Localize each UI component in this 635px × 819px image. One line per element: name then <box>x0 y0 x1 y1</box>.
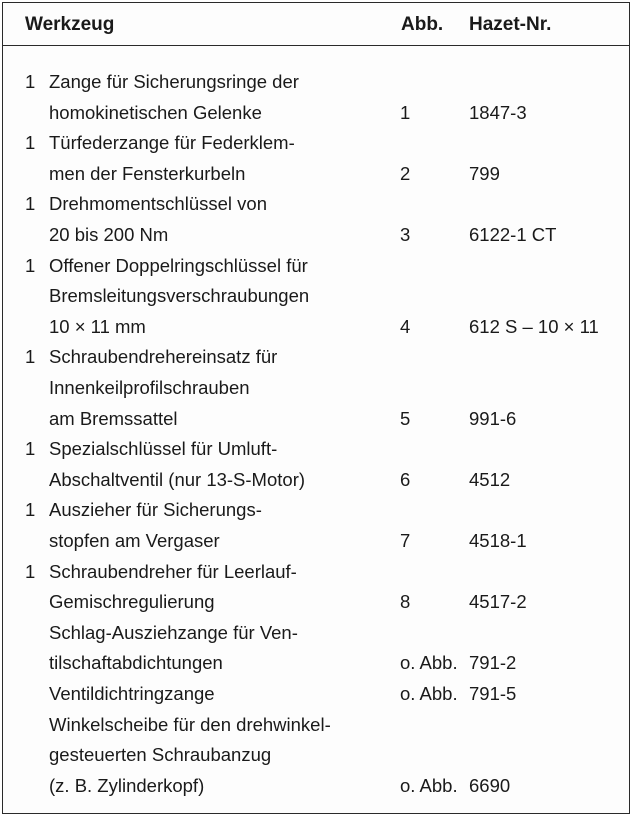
row-hazet-nr: 791-2 <box>469 652 517 674</box>
description-line: Schraubendreher für Leerlauf- <box>49 560 297 582</box>
description-line: Türfederzange für Federklem- <box>49 132 295 154</box>
description-line: Spezialschlüssel für Umluft- <box>49 438 278 460</box>
row-abb: 8 <box>400 591 411 613</box>
row-abb: 4 <box>400 315 411 337</box>
table-row <box>3 618 629 679</box>
row-abb: 7 <box>400 529 411 551</box>
table-row <box>3 710 629 802</box>
row-hazet-nr: 1847-3 <box>469 101 527 123</box>
row-description <box>49 434 305 495</box>
row-hazet-nr: 6122-1 CT <box>469 223 557 245</box>
description-line: Zange für Sicherungsringe der <box>49 71 299 92</box>
description-line: Bremsleitungsverschraubungen <box>49 285 310 307</box>
row-abb: o. Abb. <box>400 774 458 796</box>
row-quantity: 1 <box>25 560 36 582</box>
row-quantity: 1 <box>25 499 36 521</box>
description-line: 20 bis 200 Nm <box>49 223 169 245</box>
row-description <box>49 67 299 128</box>
row-hazet-nr: 799 <box>469 162 500 184</box>
row-abb: 2 <box>400 162 411 184</box>
row-hazet-nr: 991-6 <box>469 407 517 429</box>
header-hazet-nr: Hazet-Nr. <box>469 14 552 35</box>
description-line: men der Fensterkurbeln <box>49 162 246 184</box>
description-line: Schraubendrehereinsatz für <box>49 346 278 368</box>
description-line: Auszieher für Sicherungs- <box>49 499 262 521</box>
row-abb: 3 <box>400 223 411 245</box>
description-line: Abschaltventil (nur 13-S-Motor) <box>49 468 306 490</box>
table-row <box>3 557 629 618</box>
table-row <box>3 495 629 556</box>
description-line: Innenkeilprofilschrauben <box>49 376 250 398</box>
row-quantity: 1 <box>25 346 36 368</box>
table-row <box>3 342 629 434</box>
description-line: gesteuerten Schraubanzug <box>49 744 272 766</box>
description-line: homokinetischen Gelenke <box>49 101 262 123</box>
tool-table <box>2 2 630 814</box>
description-line: stopfen am Vergaser <box>49 529 220 551</box>
description-line: am Bremssattel <box>49 407 178 429</box>
row-abb: o. Abb. <box>400 652 458 674</box>
description-line: Schlag-Ausziehzange für Ven- <box>49 621 298 643</box>
row-description <box>49 495 262 556</box>
description-line: Gemischregulierung <box>49 591 215 613</box>
row-abb: o. Abb. <box>400 683 458 704</box>
table-row <box>3 434 629 495</box>
description-line: Drehmomentschlüssel von <box>49 193 267 215</box>
header-abb: Abb. <box>401 14 444 35</box>
row-quantity: 1 <box>25 193 36 215</box>
description-line: tilschaftabdichtungen <box>49 652 223 674</box>
description-line: Ventildichtringzange <box>49 683 215 704</box>
table-row <box>3 128 629 189</box>
row-description <box>49 618 298 679</box>
row-abb: 5 <box>400 407 411 429</box>
description-line: Offener Doppelringschlüssel für <box>49 254 308 276</box>
row-description <box>49 342 277 434</box>
row-hazet-nr: 4517-2 <box>469 591 527 613</box>
row-description <box>49 128 295 189</box>
row-description <box>49 251 309 343</box>
row-hazet-nr: 612 S – 10 × 11 <box>469 315 599 337</box>
row-abb: 1 <box>400 101 411 123</box>
row-quantity: 1 <box>25 438 36 460</box>
table-row <box>3 251 629 343</box>
table-row <box>3 679 629 710</box>
row-quantity: 1 <box>25 132 36 154</box>
row-quantity: 1 <box>25 254 36 276</box>
header-werkzeug: Werkzeug <box>25 14 115 35</box>
row-hazet-nr: 6690 <box>469 774 511 796</box>
row-abb: 6 <box>400 468 411 490</box>
row-description <box>49 710 331 802</box>
row-description <box>49 189 267 250</box>
table-row <box>3 67 629 128</box>
table-row <box>3 189 629 250</box>
row-quantity: 1 <box>25 71 36 92</box>
description-line: Winkelscheibe für den drehwinkel- <box>49 713 331 735</box>
description-line: (z. B. Zylinderkopf) <box>49 774 205 796</box>
row-hazet-nr: 4512 <box>469 468 511 490</box>
table-header <box>3 3 629 46</box>
description-line: 10 × 11 mm <box>49 315 146 337</box>
row-hazet-nr: 791-5 <box>469 683 517 704</box>
row-hazet-nr: 4518-1 <box>469 529 527 551</box>
row-description <box>49 557 297 618</box>
row-description <box>49 679 215 710</box>
